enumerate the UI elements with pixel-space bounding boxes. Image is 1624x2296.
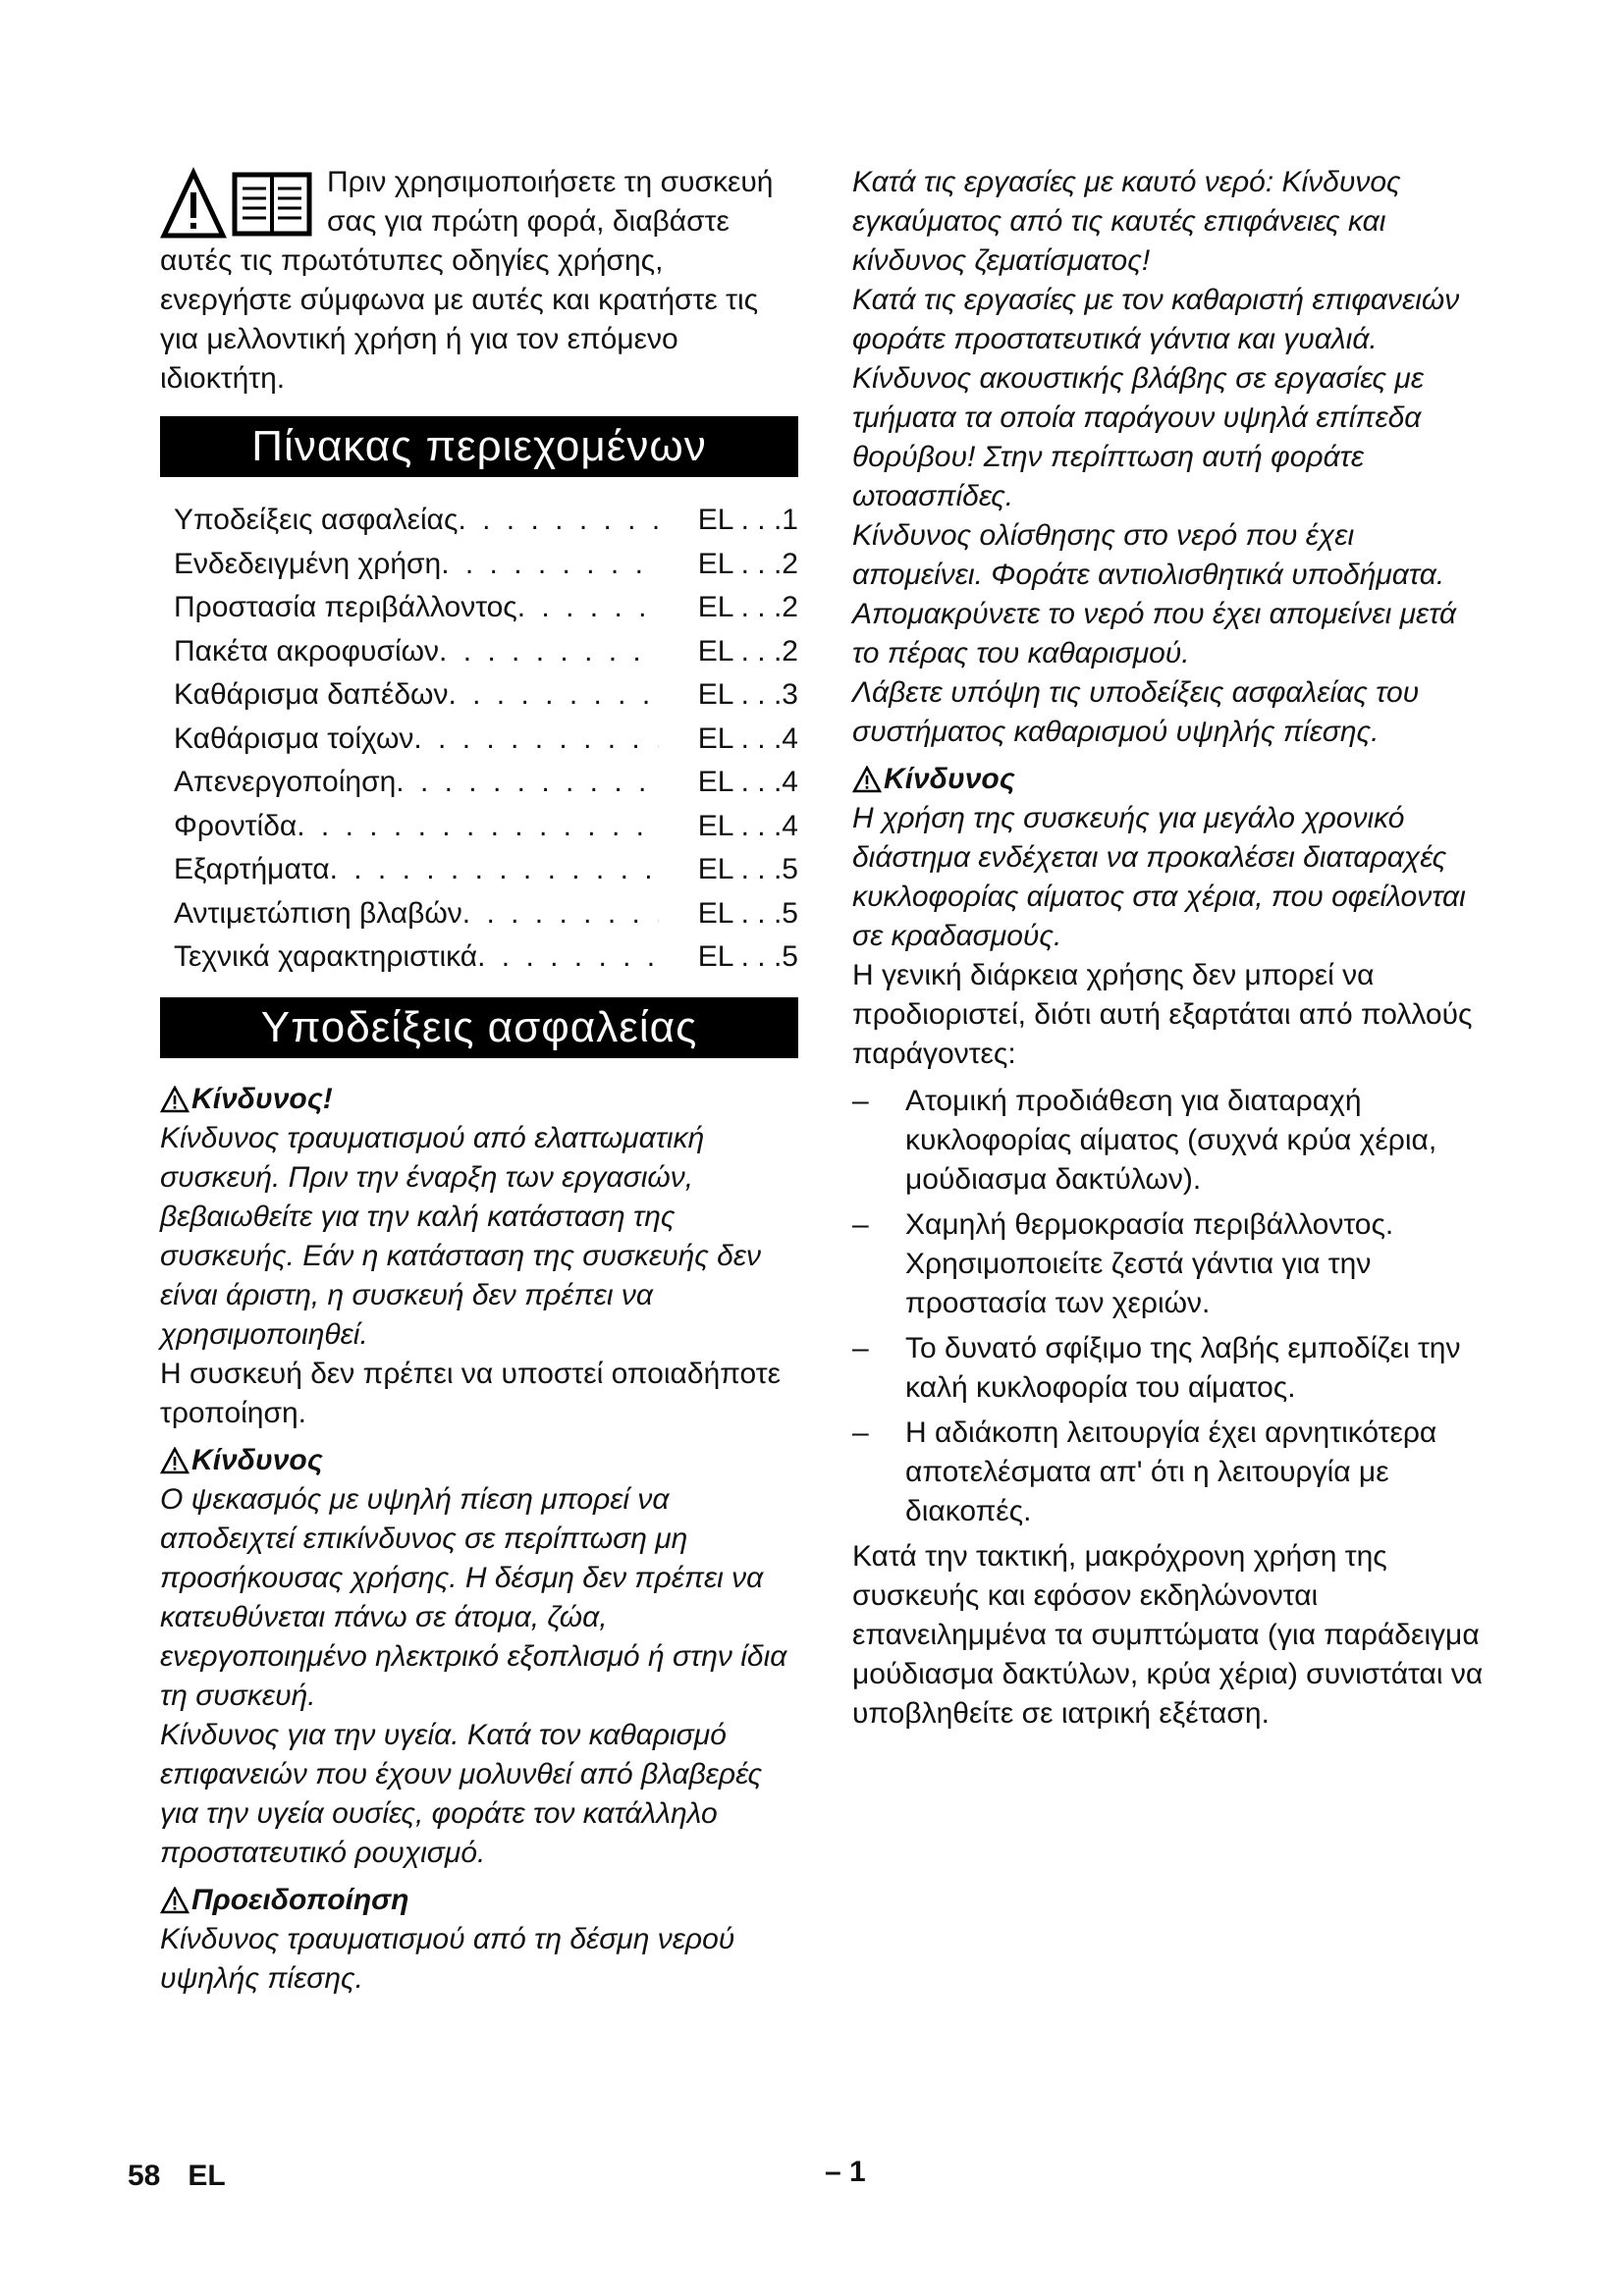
right-column — [852, 163, 1490, 1734]
list-item: – Ατομική προδιάθεση για διαταραχή κυκλοφορίας αίματος (συχνά κρύα χέρια, μούδιασμα δακτύλων). — [852, 1085, 1437, 1196]
warning-triangle-icon — [160, 1887, 189, 1914]
warning-triangle-icon — [160, 1086, 189, 1113]
page-footer — [128, 2160, 253, 2193]
list-item: – Η αδιάκοπη λειτουργία έχει αρνητικότερα αποτελέσματα απ' ότι η λειτουργία με διακοπές. — [852, 1416, 1437, 1527]
list-item: – Το δυνατό σφίξιμο της λαβής εμποδίζει την καλή κυκλοφορία του αίματος. — [852, 1332, 1461, 1404]
list-item: – Χαμηλή θερμοκρασία περιβάλλοντος. Χρησιμοποιείτε ζεστά γάντια για την προστασία των χεριών. — [852, 1208, 1394, 1319]
gloves-note: Κατά τις εργασίες με τον καθαριστή επιφανειών φοράτε προστατευτικά γάντια και γυαλιά. — [852, 284, 1460, 355]
toc-item[interactable]: Απενεργοποίηση . . . EL . . .4 — [174, 761, 798, 805]
warning-manual-icon — [160, 167, 315, 241]
vibration-warning: Η χρήση της συσκευής για μεγάλο χρονικό διάστημα ενδέχεται να προκαλέσει διαταραχές κυκλοφορίας αίματος στα χέρια, που οφείλονται σε κραδασμούς. — [852, 802, 1466, 952]
warning-triangle-icon — [160, 1447, 189, 1474]
left-column — [160, 163, 798, 1999]
intro-block — [160, 163, 798, 399]
danger-label: Κίνδυνος — [852, 760, 1490, 799]
medical-advice-text: Κατά την τακτική, μακρόχρονη χρήση της συσκευής και εφόσον εκδηλώνονται επανειλημμένα τα συμπτώματα (για παράδειγμα μούδιασμα δακτύλων, κρύα χέρια) συνιστάται να υποβληθείτε σε ιατρική εξέταση. — [852, 1540, 1484, 1730]
language-code: EL — [188, 2160, 226, 2192]
warning-triangle-icon — [852, 766, 882, 793]
toc-item[interactable]: Εξαρτήματα . . . EL . . .5 — [174, 848, 798, 892]
danger-text: Κίνδυνος τραυματισμού από ελαττωματική συσκευή. Πριν την έναρξη των εργασιών, βεβαιωθείτε για την καλή κατάσταση της συσκευής. Εάν η κατάσταση της συσκευής δεν είναι άριστη, η συσκευή δεν πρέπει να χρησιμοποιηθεί. — [160, 1121, 762, 1351]
warning-label: Προειδοποίηση — [160, 1881, 798, 1920]
warning-text: Κίνδυνος τραυματισμού από τη δέσμη νερού υψηλής πίεσης. — [160, 1922, 735, 1995]
danger-text: Ο ψεκασμός με υψηλή πίεση μπορεί να αποδειχτεί επικίνδυνος σε περίπτωση μη προσήκουσας χρήσης. Η δέσμη δεν πρέπει να κατευθύνεται πάνω σε άτομα, ζώα, ενεργοποιημένο ηλεκτρικό εξοπλισμό ή στην ίδια τη συσκευή. — [160, 1482, 787, 1712]
toc-item[interactable]: Αντιμετώπιση βλαβών . . . EL . . .5 — [174, 892, 798, 936]
hot-water-warning: Κατά τις εργασίες με καυτό νερό: Κίνδυνος εγκαύματος από τις καυτές επιφάνειες και κίνδυνος ζεματίσματος! — [852, 166, 1401, 277]
usage-duration-text: Η γενική διάρκεια χρήσης δεν μπορεί να προδιοριστεί, διότι αυτή εξαρτάται από πολλούς παράγοντες: — [852, 959, 1473, 1070]
page-number: 58 — [128, 2160, 161, 2192]
toc-item[interactable]: Καθάρισμα δαπέδων . . . EL . . .3 — [174, 673, 798, 718]
safety-reference: Λάβετε υπόψη τις υποδείξεις ασφαλείας του συστήματος καθαρισμού υψηλής πίεσης. — [852, 676, 1420, 748]
factor-list — [852, 1082, 1490, 1531]
toc-item[interactable]: Φροντίδα . . . EL . . .4 — [174, 805, 798, 849]
health-danger-text: Κίνδυνος για την υγεία. Κατά τον καθαρισμό επιφανειών που έχουν μολυνθεί από βλαβερές για την υγεία ουσίες, φοράτε τον κατάλληλο προστατευτικό ρουχισμό. — [160, 1718, 763, 1869]
toc-item[interactable]: Προστασία περιβάλλοντος . . . EL . . .2 — [174, 586, 798, 630]
toc-item[interactable]: Πακέτα ακροφυσίων . . . EL . . .2 — [174, 630, 798, 674]
modification-note: Η συσκευή δεν πρέπει να υποστεί οποιαδήποτε τροποίηση. — [160, 1357, 782, 1429]
toc-item[interactable]: Υποδείξεις ασφαλείας . . . EL . . .1 — [174, 499, 798, 543]
slip-warning: Κίνδυνος ολίσθησης στο νερό που έχει απομείνει. Φοράτε αντιολισθητικά υποδήματα. Απομακρύνετε το νερό που έχει απομείνει μετά το πέρας του καθαρισμού. — [852, 519, 1457, 669]
toc-list — [160, 499, 798, 980]
toc-item[interactable]: Ενδεδειγμένη χρήση . . . EL . . .2 — [174, 543, 798, 587]
danger-label: Κίνδυνος — [160, 1441, 798, 1480]
safety-heading: Υποδείξεις ασφαλείας — [160, 997, 798, 1058]
section-page: – 1 — [825, 2156, 866, 2188]
toc-heading: Πίνακας περιεχομένων — [160, 416, 798, 477]
intro-text: Πριν χρησιμοποιήσετε τη συσκευή σας για πρώτη φορά, διαβάστε αυτές τις πρωτότυπες οδηγίες χρήσης, ενεργήστε σύμφωνα με αυτές και κρατήστε τις για μελλοντική χρήση ή για τον επόμενο ιδιοκτήτη. — [160, 166, 774, 395]
danger-label: Κίνδυνος! — [160, 1080, 798, 1119]
toc-item[interactable]: Καθάρισμα τοίχων . . . EL . . .4 — [174, 718, 798, 762]
hearing-warning: Κίνδυνος ακουστικής βλάβης σε εργασίες με τμήματα τα οποία παράγουν υψηλά επίπεδα θορύβου! Στην περίπτωση αυτή φοράτε ωτοασπίδες. — [852, 362, 1424, 512]
toc-item[interactable]: Τεχνικά χαρακτηριστικά . . . EL . . .5 — [174, 935, 798, 980]
